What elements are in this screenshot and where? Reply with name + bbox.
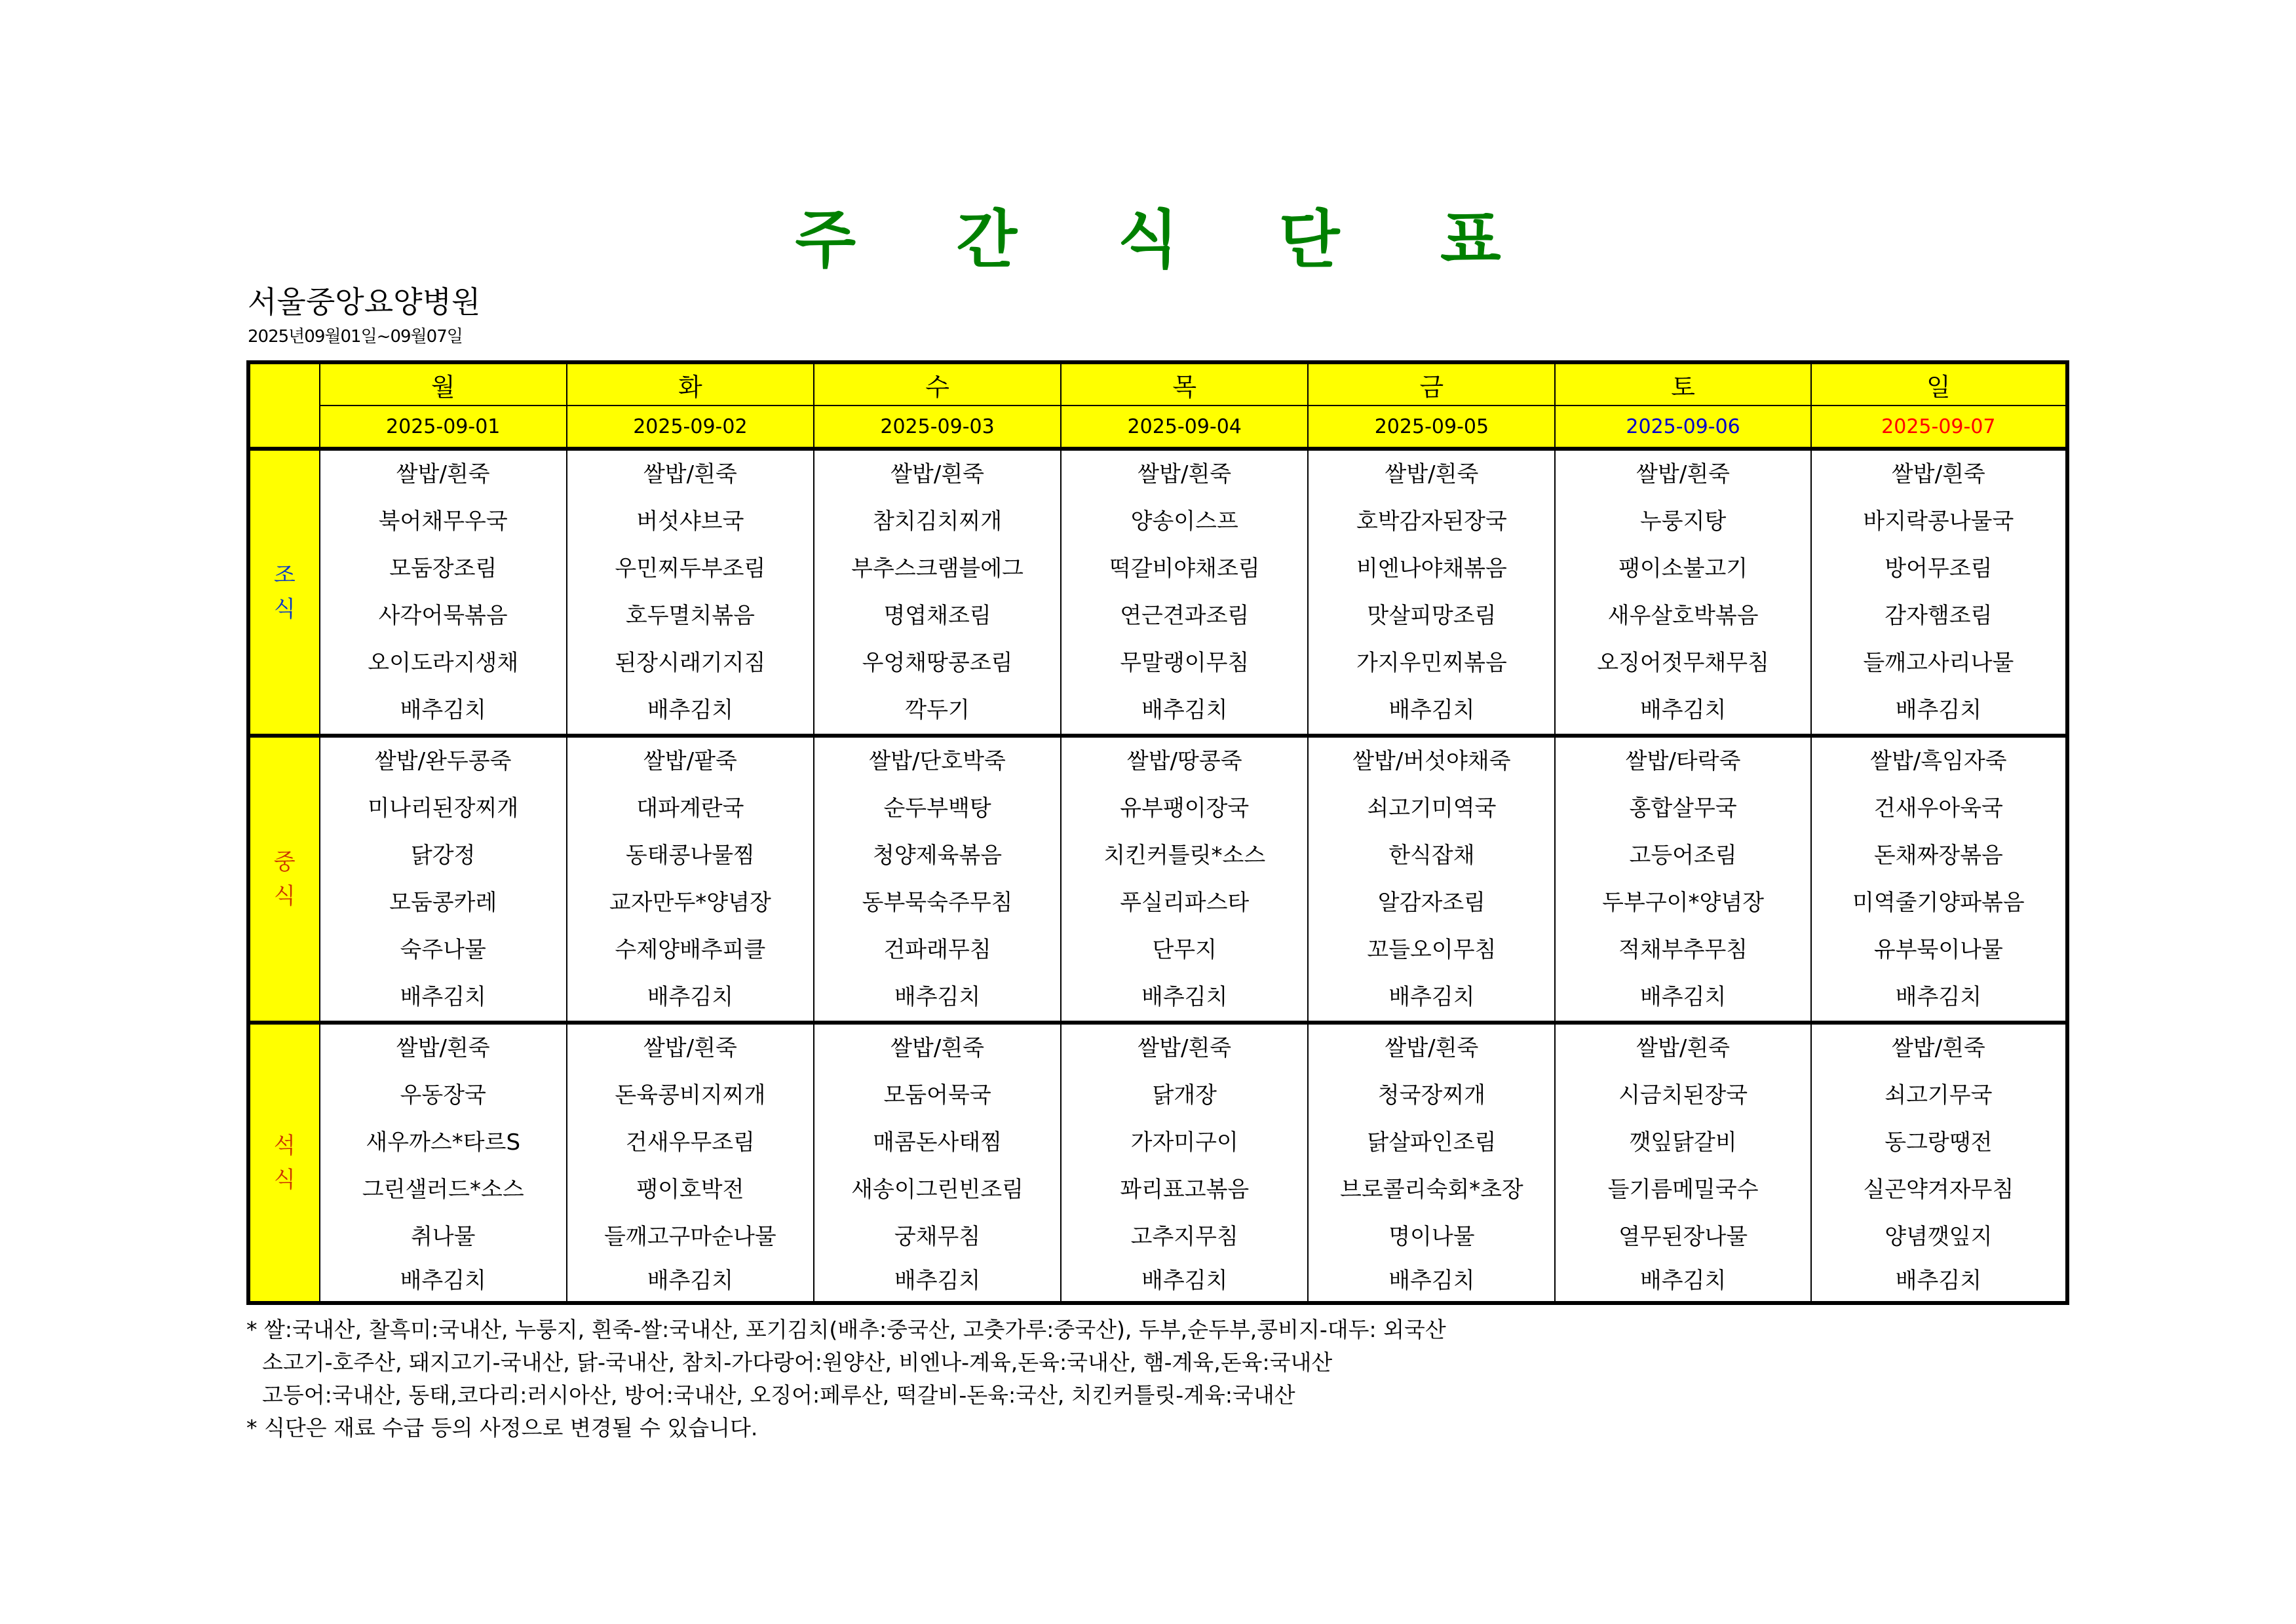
meal-label-char: 식 <box>273 883 296 909</box>
menu-item: 쌀밥/흰죽 <box>1138 461 1232 487</box>
menu-item: 쇠고기미역국 <box>1367 795 1497 821</box>
weekly-menu-table <box>246 360 2069 1305</box>
menu-cell <box>1555 449 1810 736</box>
menu-item: 된장시래기지짐 <box>615 650 766 676</box>
meal-row-lunch <box>248 736 2067 1023</box>
menu-item: 새송이그린빈조림 <box>851 1177 1024 1203</box>
menu-item: 한식잡채 <box>1388 842 1475 869</box>
menu-item: 명엽채조림 <box>883 603 991 629</box>
menu-cell <box>320 449 567 736</box>
menu-item: 쌀밥/흰죽 <box>1385 1035 1479 1061</box>
menu-item: 배추김치 <box>1388 1268 1475 1294</box>
menu-item: 들기름메밀국수 <box>1607 1177 1759 1203</box>
table-corner <box>248 362 320 449</box>
menu-item: 배추김치 <box>400 984 486 1010</box>
menu-item: 쌀밥/흰죽 <box>1636 461 1731 487</box>
menu-item: 비엔나야채볶음 <box>1356 556 1507 582</box>
menu-item: 브로콜리숙회*초장 <box>1340 1177 1523 1203</box>
menu-item: 청국장찌개 <box>1377 1082 1486 1108</box>
day-fri: 금 <box>1308 362 1555 406</box>
menu-item: 취나물 <box>410 1224 476 1250</box>
menu-item: 우동장국 <box>400 1082 486 1108</box>
menu-item: 시금치된장국 <box>1618 1082 1748 1108</box>
menu-cell <box>1308 449 1555 736</box>
menu-cell <box>1308 736 1555 1023</box>
menu-item: 알감자조림 <box>1377 890 1486 916</box>
menu-cell <box>1061 736 1308 1023</box>
meal-label-char: 식 <box>273 1167 296 1193</box>
menu-cell <box>1811 449 2067 736</box>
menu-item: 건파래무침 <box>883 937 991 963</box>
menu-item: 참치김치찌개 <box>873 508 1003 535</box>
menu-item: 꽈리표고볶음 <box>1120 1177 1250 1203</box>
menu-item: 동그랑땡전 <box>1885 1129 1993 1156</box>
menu-item: 쌀밥/흰죽 <box>643 461 737 487</box>
date-fri: 2025-09-05 <box>1308 406 1555 449</box>
menu-item: 누룽지탕 <box>1639 508 1727 535</box>
hospital-name: 서울중앙요양병원 <box>248 284 481 320</box>
menu-item: 그린샐러드*소스 <box>362 1177 524 1203</box>
menu-cell <box>1061 1023 1308 1303</box>
menu-item: 바지락콩나물국 <box>1863 508 2014 535</box>
menu-item: 깍두기 <box>905 697 970 723</box>
menu-item: 배추김치 <box>1639 1268 1727 1294</box>
day-sat: 토 <box>1555 362 1810 406</box>
menu-item: 청양제육볶음 <box>873 842 1003 869</box>
meal-label-char: 식 <box>273 596 296 622</box>
menu-item: 유부묵이나물 <box>1873 937 2003 963</box>
menu-item: 배추김치 <box>647 1268 734 1294</box>
menu-item: 쌀밥/흑임자죽 <box>1870 748 2007 774</box>
menu-item: 쌀밥/흰죽 <box>1385 461 1479 487</box>
meal-label-char: 중 <box>273 849 296 875</box>
note-line: 소고기-호주산, 돼지고기-국내산, 닭-국내산, 참치-가다랑어:원양산, 비엔나-계육,돈육:국내산, 햄-계육,돈육:국내산 <box>262 1350 1333 1375</box>
menu-item: 궁채무침 <box>894 1224 981 1250</box>
day-tue: 화 <box>567 362 814 406</box>
menu-item: 호박감자된장국 <box>1356 508 1507 535</box>
menu-item: 배추김치 <box>1141 697 1228 723</box>
note-line: * 쌀:국내산, 찰흑미:국내산, 누룽지, 흰죽-쌀:국내산, 포기김치(배추:중국산, 고춧가루:중국산), 두부,순두부,콩비지-대두: 외국산 <box>246 1317 1446 1342</box>
menu-item: 배추김치 <box>400 697 486 723</box>
day-sun: 일 <box>1811 362 2067 406</box>
menu-item: 배추김치 <box>1895 697 1982 723</box>
meal-label-char: 석 <box>273 1133 296 1159</box>
menu-item: 푸실리파스타 <box>1120 890 1250 916</box>
menu-item: 우엉채땅콩조림 <box>862 650 1013 676</box>
menu-item: 배추김치 <box>1895 984 1982 1010</box>
menu-item: 떡갈비야채조림 <box>1109 556 1260 582</box>
meal-label-char: 조 <box>273 562 296 588</box>
menu-item: 부추스크램블에그 <box>851 556 1024 582</box>
menu-item: 쌀밥/흰죽 <box>396 1035 490 1061</box>
note-line: * 식단은 재료 수급 등의 사정으로 변경될 수 있습니다. <box>246 1415 758 1441</box>
menu-cell <box>567 736 814 1023</box>
menu-cell <box>1061 449 1308 736</box>
menu-item: 쌀밥/타락죽 <box>1625 748 1741 774</box>
menu-item: 치킨커틀릿*소스 <box>1103 842 1266 869</box>
date-header-row <box>248 406 2067 449</box>
day-thu: 목 <box>1061 362 1308 406</box>
menu-item: 동태콩나물찜 <box>625 842 755 869</box>
menu-item: 맛살피망조림 <box>1367 603 1497 629</box>
menu-item: 배추김치 <box>894 1268 981 1294</box>
menu-item: 오징어젓무채무침 <box>1597 650 1769 676</box>
menu-item: 배추김치 <box>400 1268 486 1294</box>
menu-item: 쌀밥/흰죽 <box>1138 1035 1232 1061</box>
menu-item: 열무된장나물 <box>1618 1224 1748 1250</box>
menu-item: 쇠고기무국 <box>1885 1082 1993 1108</box>
menu-item: 미나리된장찌개 <box>368 795 519 821</box>
menu-item: 들깨고사리나물 <box>1863 650 2014 676</box>
day-wed: 수 <box>814 362 1061 406</box>
menu-cell <box>1555 1023 1810 1303</box>
menu-item: 실곤약겨자무침 <box>1863 1177 2014 1203</box>
menu-item: 우민찌두부조림 <box>615 556 766 582</box>
meal-label-lunch <box>248 736 320 1023</box>
menu-item: 닭살파인조림 <box>1367 1129 1497 1156</box>
menu-item: 닭강정 <box>410 842 476 869</box>
menu-cell <box>320 1023 567 1303</box>
menu-item: 쌀밥/흰죽 <box>1891 461 1985 487</box>
menu-item: 순두부백탕 <box>883 795 991 821</box>
menu-item: 감자햄조림 <box>1885 603 1993 629</box>
menu-item: 배추김치 <box>1388 984 1475 1010</box>
menu-item: 숙주나물 <box>400 937 486 963</box>
menu-cell <box>814 1023 1061 1303</box>
day-header-row <box>248 362 2067 406</box>
menu-item: 배추김치 <box>1141 1268 1228 1294</box>
menu-item: 양송이스프 <box>1130 508 1238 535</box>
origin-notes <box>246 1313 1446 1445</box>
menu-item: 오이도라지생채 <box>368 650 519 676</box>
menu-item: 대파계란국 <box>636 795 744 821</box>
menu-item: 단무지 <box>1152 937 1217 963</box>
menu-item: 건새우무조림 <box>625 1129 755 1156</box>
menu-item: 배추김치 <box>647 984 734 1010</box>
menu-item: 수제양배추피클 <box>615 937 766 963</box>
menu-item: 명이나물 <box>1388 1224 1475 1250</box>
menu-item: 배추김치 <box>1639 697 1727 723</box>
meal-row-dinner <box>248 1023 2067 1303</box>
menu-item: 가자미구이 <box>1130 1129 1238 1156</box>
menu-item: 새우까스*타르S <box>366 1129 521 1156</box>
page-title: 주 간 식 단 표 <box>795 203 1540 276</box>
date-mon: 2025-09-01 <box>320 406 567 449</box>
menu-item: 연근견과조림 <box>1120 603 1250 629</box>
menu-item: 배추김치 <box>647 697 734 723</box>
menu-item: 모둠어묵국 <box>883 1082 991 1108</box>
menu-item: 고등어조림 <box>1629 842 1737 869</box>
menu-item: 버섯샤브국 <box>636 508 744 535</box>
menu-item: 쌀밥/단호박죽 <box>869 748 1006 774</box>
menu-item: 쌀밥/흰죽 <box>890 1035 984 1061</box>
menu-item: 두부구이*양념장 <box>1602 890 1765 916</box>
menu-item: 유부팽이장국 <box>1120 795 1250 821</box>
menu-cell <box>1555 736 1810 1023</box>
menu-item: 쌀밥/버섯야채죽 <box>1352 748 1511 774</box>
menu-item: 돈채짜장볶음 <box>1873 842 2003 869</box>
menu-cell <box>567 449 814 736</box>
menu-item: 방어무조림 <box>1885 556 1993 582</box>
day-mon: 월 <box>320 362 567 406</box>
menu-item: 건새우아욱국 <box>1873 795 2003 821</box>
menu-item: 배추김치 <box>894 984 981 1010</box>
menu-item: 꼬들오이무침 <box>1367 937 1497 963</box>
menu-cell <box>1811 1023 2067 1303</box>
menu-item: 쌀밥/땅콩죽 <box>1126 748 1242 774</box>
date-sat: 2025-09-06 <box>1555 406 1810 449</box>
menu-item: 모둠콩카레 <box>389 890 497 916</box>
menu-item: 교자만두*양념장 <box>609 890 771 916</box>
menu-cell <box>814 449 1061 736</box>
menu-cell <box>320 736 567 1023</box>
menu-item: 쌀밥/흰죽 <box>890 461 984 487</box>
menu-item: 미역줄기양파볶음 <box>1852 890 2025 916</box>
note-line: 고등어:국내산, 동태,코다리:러시아산, 방어:국내산, 오징어:페루산, 떡갈비-돈육:국산, 치킨커틀릿-계육:국내산 <box>262 1382 1295 1408</box>
menu-cell <box>1308 1023 1555 1303</box>
menu-item: 사각어묵볶음 <box>378 603 508 629</box>
menu-item: 배추김치 <box>1388 697 1475 723</box>
menu-item: 팽이호박전 <box>636 1177 744 1203</box>
date-wed: 2025-09-03 <box>814 406 1061 449</box>
menu-item: 배추김치 <box>1141 984 1228 1010</box>
menu-item: 북어채무우국 <box>378 508 508 535</box>
menu-item: 양념깻잎지 <box>1885 1224 1993 1250</box>
menu-item: 배추김치 <box>1639 984 1727 1010</box>
menu-cell <box>814 736 1061 1023</box>
menu-item: 새우살호박볶음 <box>1607 603 1759 629</box>
menu-item: 고추지무침 <box>1130 1224 1238 1250</box>
menu-item: 모둠장조림 <box>389 556 497 582</box>
menu-item: 무말랭이무침 <box>1120 650 1250 676</box>
menu-item: 동부묵숙주무침 <box>862 890 1013 916</box>
menu-cell <box>1811 736 2067 1023</box>
menu-item: 닭개장 <box>1152 1082 1217 1108</box>
meal-label-breakfast <box>248 449 320 736</box>
menu-item: 가지우민찌볶음 <box>1356 650 1507 676</box>
menu-item: 팽이소불고기 <box>1618 556 1748 582</box>
menu-item: 돈육콩비지찌개 <box>615 1082 766 1108</box>
menu-cell <box>567 1023 814 1303</box>
menu-item: 배추김치 <box>1895 1268 1982 1294</box>
menu-item: 들깨고구마순나물 <box>604 1224 776 1250</box>
menu-item: 매콤돈사태찜 <box>873 1129 1003 1156</box>
date-thu: 2025-09-04 <box>1061 406 1308 449</box>
menu-item: 쌀밥/완두콩죽 <box>374 748 512 774</box>
date-tue: 2025-09-02 <box>567 406 814 449</box>
menu-item: 홍합살무국 <box>1629 795 1737 821</box>
menu-item: 쌀밥/흰죽 <box>1636 1035 1731 1061</box>
menu-item: 쌀밥/흰죽 <box>396 461 490 487</box>
menu-item: 호두멸치볶음 <box>625 603 755 629</box>
meal-row-breakfast <box>248 449 2067 736</box>
meal-label-dinner <box>248 1023 320 1303</box>
menu-period: 2025년09월01일~09월07일 <box>248 327 463 347</box>
menu-item: 깻잎닭갈비 <box>1629 1129 1737 1156</box>
date-sun: 2025-09-07 <box>1811 406 2067 449</box>
menu-item: 쌀밥/흰죽 <box>643 1035 737 1061</box>
menu-item: 쌀밥/흰죽 <box>1891 1035 1985 1061</box>
menu-item: 쌀밥/팥죽 <box>643 748 737 774</box>
menu-item: 적채부추무침 <box>1618 937 1748 963</box>
